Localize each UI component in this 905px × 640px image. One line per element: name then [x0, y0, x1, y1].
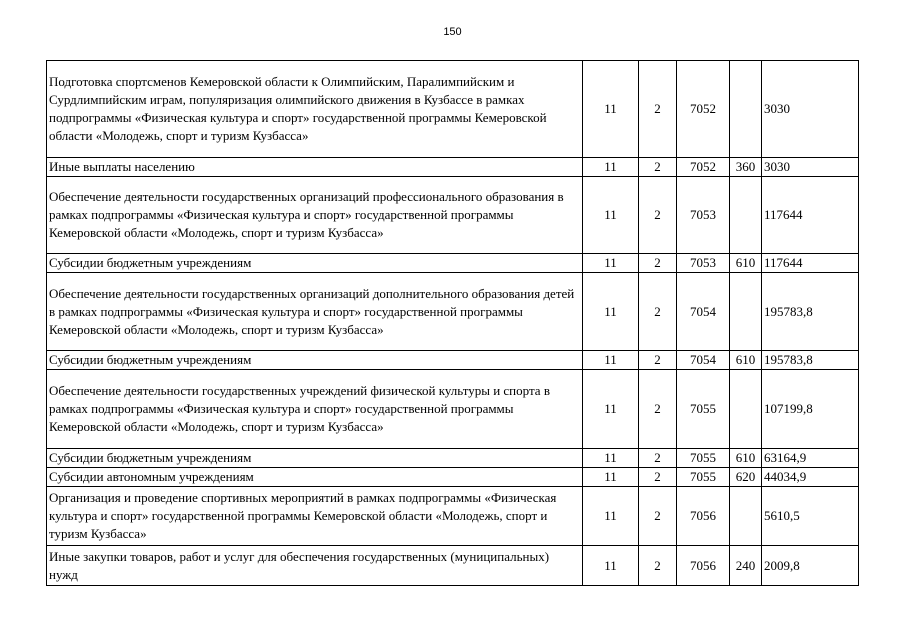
row-amount: 3030: [762, 158, 859, 177]
row-section: 11: [583, 468, 639, 487]
row-amount: 195783,8: [762, 351, 859, 370]
table-row: [47, 254, 859, 273]
row-section: 11: [583, 254, 639, 273]
row-section: 11: [583, 273, 639, 351]
row-section: 11: [583, 158, 639, 177]
table-row: [47, 158, 859, 177]
row-name: Иные выплаты населению: [47, 158, 583, 177]
row-section: 11: [583, 177, 639, 254]
row-target: 7054: [677, 351, 730, 370]
row-type: [730, 177, 762, 254]
row-name: Подготовка спортсменов Кемеровской области к Олимпийским, Паралимпийским и Сурдлимпийским играм, популяризация олимпийского движения в Кузбассе в рамках подпрограммы «Физическая культура и спорт» государственной программы Кемеровской области «Молодежь, спорт и туризм Кузбасса»: [47, 61, 583, 158]
row-amount: 3030: [762, 61, 859, 158]
row-type: 360: [730, 158, 762, 177]
row-subsection: 2: [639, 61, 677, 158]
row-target: 7053: [677, 177, 730, 254]
row-name: Обеспечение деятельности государственных учреждений физической культуры и спорта в рамках подпрограммы «Физическая культура и спорт» государственной программы Кемеровской области «Молодежь, спорт и туризм Кузбасса»: [47, 370, 583, 449]
row-amount: 117644: [762, 254, 859, 273]
row-section: 11: [583, 351, 639, 370]
row-subsection: 2: [639, 370, 677, 449]
row-type: 610: [730, 351, 762, 370]
row-target: 7055: [677, 449, 730, 468]
table-row: [47, 546, 859, 586]
row-target: 7055: [677, 370, 730, 449]
row-type: 610: [730, 254, 762, 273]
row-amount: 195783,8: [762, 273, 859, 351]
row-target: 7052: [677, 158, 730, 177]
row-amount: 5610,5: [762, 487, 859, 546]
row-subsection: 2: [639, 158, 677, 177]
row-type: [730, 370, 762, 449]
row-section: 11: [583, 546, 639, 586]
row-name: Обеспечение деятельности государственных организаций дополнительного образования детей в рамках подпрограммы «Физическая культура и спорт» государственной программы Кемеровской области «Молодежь, спорт и туризм Кузбасса»: [47, 273, 583, 351]
table-row: [47, 449, 859, 468]
table-row: [47, 351, 859, 370]
page-number: 150: [443, 26, 462, 38]
row-name: Субсидии бюджетным учреждениям: [47, 254, 583, 273]
row-name: Иные закупки товаров, работ и услуг для обеспечения государственных (муниципальных) нужд: [47, 546, 583, 586]
row-type: 610: [730, 449, 762, 468]
row-target: 7055: [677, 468, 730, 487]
table-row: [47, 61, 859, 158]
row-subsection: 2: [639, 546, 677, 586]
row-target: 7054: [677, 273, 730, 351]
row-name: Организация и проведение спортивных мероприятий в рамках подпрограммы «Физическая культура и спорт» государственной программы Кемеровской области «Молодежь, спорт и туризм Кузбасса»: [47, 487, 583, 546]
row-subsection: 2: [639, 351, 677, 370]
row-target: 7056: [677, 487, 730, 546]
row-subsection: 2: [639, 254, 677, 273]
row-section: 11: [583, 487, 639, 546]
row-amount: 63164,9: [762, 449, 859, 468]
row-section: 11: [583, 449, 639, 468]
row-name: Субсидии автономным учреждениям: [47, 468, 583, 487]
row-subsection: 2: [639, 273, 677, 351]
table-row: [47, 487, 859, 546]
row-section: 11: [583, 61, 639, 158]
row-amount: 107199,8: [762, 370, 859, 449]
row-target: 7053: [677, 254, 730, 273]
row-type: 240: [730, 546, 762, 586]
row-section: 11: [583, 370, 639, 449]
row-type: [730, 273, 762, 351]
table-row: [47, 273, 859, 351]
table-row: [47, 177, 859, 254]
row-amount: 2009,8: [762, 546, 859, 586]
budget-table: [46, 60, 859, 586]
row-subsection: 2: [639, 449, 677, 468]
row-amount: 117644: [762, 177, 859, 254]
row-subsection: 2: [639, 468, 677, 487]
row-type: [730, 61, 762, 158]
row-name: Субсидии бюджетным учреждениям: [47, 449, 583, 468]
row-subsection: 2: [639, 487, 677, 546]
row-name: Субсидии бюджетным учреждениям: [47, 351, 583, 370]
row-type: [730, 487, 762, 546]
row-target: 7052: [677, 61, 730, 158]
row-name: Обеспечение деятельности государственных организаций профессионального образования в рамках подпрограммы «Физическая культура и спорт» государственной программы Кемеровской области «Молодежь, спорт и туризм Кузбасса»: [47, 177, 583, 254]
row-type: 620: [730, 468, 762, 487]
table-row: [47, 468, 859, 487]
row-target: 7056: [677, 546, 730, 586]
row-subsection: 2: [639, 177, 677, 254]
table-row: [47, 370, 859, 449]
row-amount: 44034,9: [762, 468, 859, 487]
